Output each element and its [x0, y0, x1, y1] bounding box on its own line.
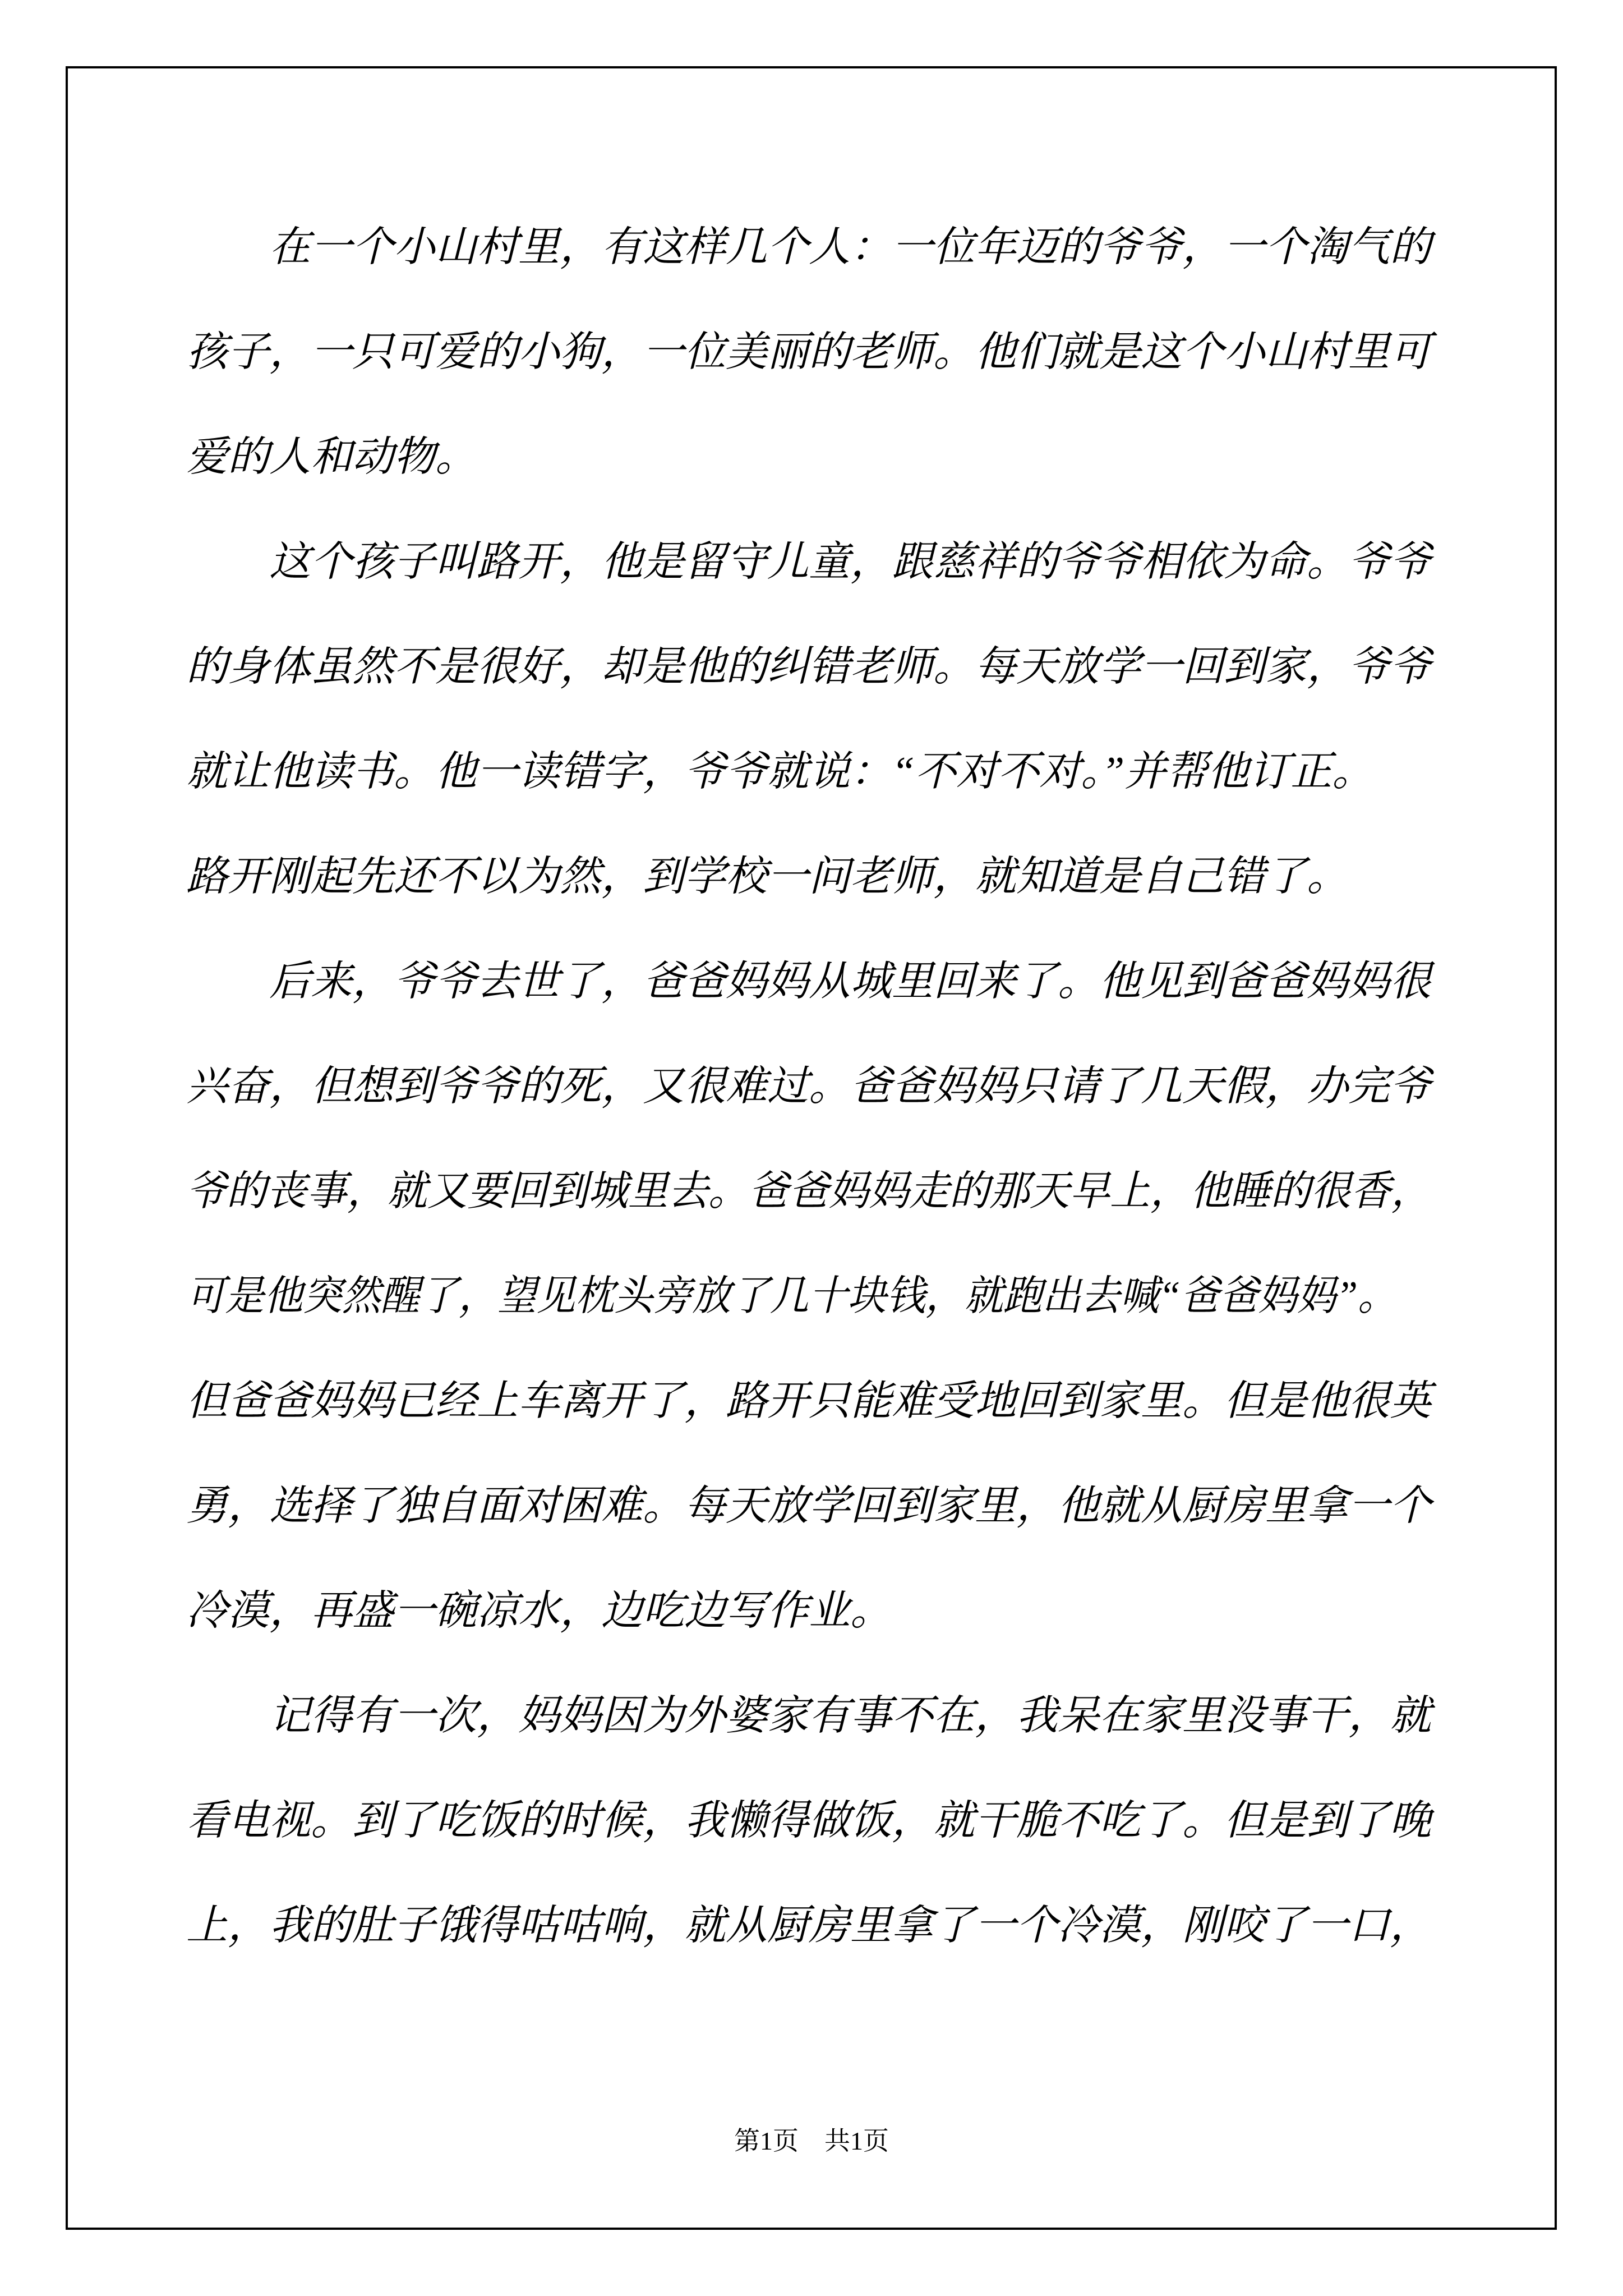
text-line: 路开刚起先还不以为然，到学校一问老师，就知道是自己错了。 — [186, 854, 1348, 900]
text-line: 就让他读书。他一读错字，爷爷就说：“不对不对。”并帮他订正。 — [186, 749, 1374, 795]
text-line: 冷漠，再盛一碗凉水，边吃边写作业。 — [186, 1588, 892, 1634]
text-line: 但爸爸妈妈已经上车离开了，路开只能难受地回到家里。但是他很英 — [186, 1378, 1431, 1424]
text-line: 记得有一次，妈妈因为外婆家有事不在，我呆在家里没事干，就 — [269, 1693, 1431, 1739]
text-line: 爷的丧事，就又要回到城里去。爸爸妈妈走的那天早上，他睡的很香， — [186, 1168, 1431, 1214]
text-line: 看电视。到了吃饭的时候，我懒得做饭，就干脆不吃了。但是到了晚 — [186, 1798, 1431, 1844]
text-line: 上，我的肚子饿得咕咕响，就从厨房里拿了一个冷漠，刚咬了一口， — [186, 1903, 1431, 1949]
document-body — [186, 195, 1431, 1978]
text-line: 在一个小山村里，有这样几个人：一位年迈的爷爷，一个淘气的 — [269, 224, 1431, 270]
text-line: 这个孩子叫路开，他是留守儿童，跟慈祥的爷爷相依为命。爷爷 — [269, 539, 1431, 585]
text-line: 勇，选择了独自面对困难。每天放学回到家里，他就从厨房里拿一个 — [186, 1483, 1431, 1529]
text-line: 爱的人和动物。 — [186, 434, 477, 480]
text-line: 后来，爷爷去世了，爸爸妈妈从城里回来了。他见到爸爸妈妈很 — [269, 959, 1431, 1005]
text-line: 兴奋，但想到爷爷的死，又很难过。爸爸妈妈只请了几天假，办完爷 — [186, 1064, 1431, 1110]
text-line: 的身体虽然不是很好，却是他的纠错老师。每天放学一回到家，爷爷 — [186, 644, 1431, 690]
page-footer: 第1页 共1页 — [734, 2127, 889, 2155]
text-line: 孩子，一只可爱的小狗，一位美丽的老师。他们就是这个小山村里可 — [186, 329, 1431, 375]
text-line: 可是他突然醒了，望见枕头旁放了几十块钱，就跑出去喊“爸爸妈妈”。 — [186, 1273, 1397, 1319]
